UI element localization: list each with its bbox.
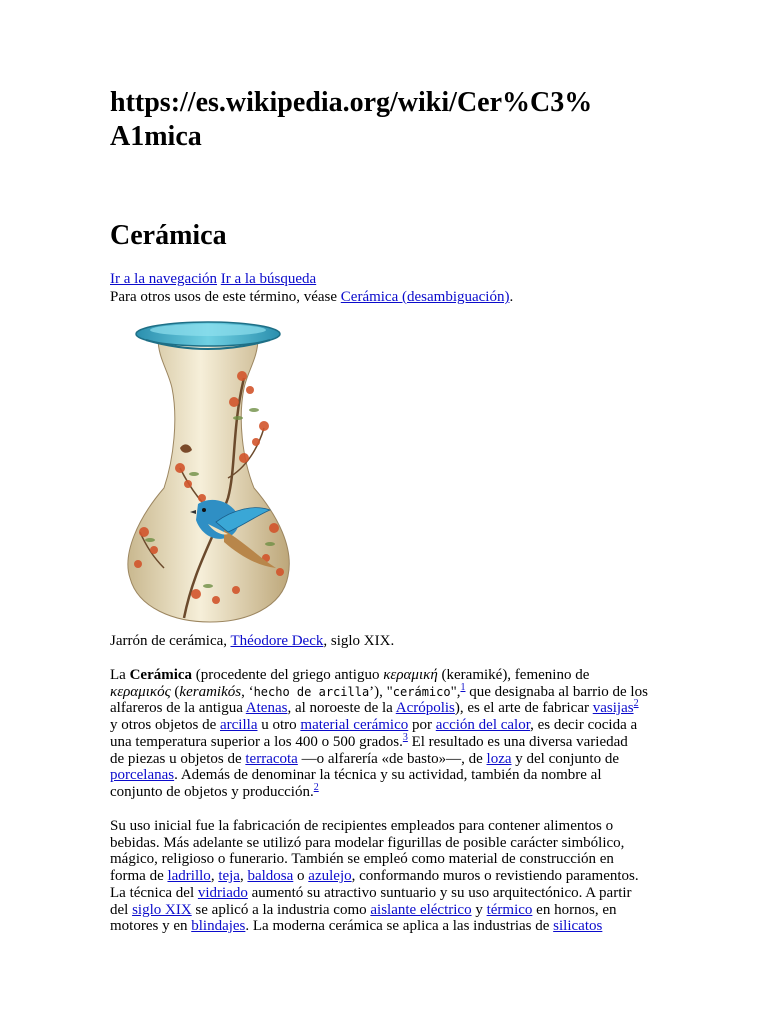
text: —o alfarería «de basto»—, de <box>297 750 487 767</box>
nav-link-search[interactable]: Ir a la búsqueda <box>220 271 317 287</box>
text: y del conjunto de <box>511 750 619 767</box>
gloss: hecho de arcilla <box>253 684 370 699</box>
text: en hornos, en <box>532 901 617 918</box>
text: alfareros de la antigua <box>110 700 246 717</box>
link-vidriado[interactable]: vidriado <box>197 884 248 901</box>
link-terracota[interactable]: terracota <box>245 750 298 767</box>
text: . La moderna cerámica se aplica a las industrias de <box>245 918 554 935</box>
text: del <box>110 901 133 918</box>
link-azulejo[interactable]: azulejo <box>308 868 352 885</box>
link-ladrillo[interactable]: ladrillo <box>167 868 211 885</box>
text: . Además de denominar la técnica y su actividad, también da nombre al <box>174 767 602 784</box>
text: de piezas u objetos de <box>110 750 246 767</box>
text: aumentó su atractivo suntuario y su uso arquitectónico. A partir <box>247 884 632 901</box>
text: (procedente del griego antiguo <box>192 667 384 683</box>
link-material-ceramico[interactable]: material cerámico <box>300 717 409 734</box>
paragraph-intro <box>110 667 670 801</box>
nav-link-navigation[interactable]: Ir a la navegación <box>110 271 218 287</box>
text: motores y en <box>110 918 192 935</box>
text: (keramiké), femenino de <box>437 667 590 683</box>
text: ), es el arte de fabricar <box>454 700 593 717</box>
link-arcilla[interactable]: arcilla <box>220 717 258 734</box>
link-teja[interactable]: teja <box>218 868 240 885</box>
hatnote <box>110 289 513 306</box>
link-termico[interactable]: térmico <box>486 901 533 918</box>
caption-text: Jarrón de cerámica, <box>110 633 231 649</box>
term-bold: Cerámica <box>129 667 193 683</box>
gloss: cerámico <box>392 684 451 699</box>
text: , <box>239 868 248 885</box>
text: ’), " <box>369 683 393 700</box>
link-blindajes[interactable]: blindajes <box>191 918 246 935</box>
text: u otro <box>257 717 301 734</box>
caption-suffix: , siglo XIX. <box>323 633 395 649</box>
text: , es decir cocida a <box>530 717 638 734</box>
text: conjunto de objetos y producción. <box>110 783 314 800</box>
footnote-ref[interactable]: 2 <box>633 698 639 710</box>
vase-image <box>124 318 294 624</box>
text: se aplicó a la industria como <box>191 901 371 918</box>
paragraph-uses <box>110 818 670 935</box>
link-siglo-xix[interactable]: siglo XIX <box>132 901 192 918</box>
disambiguation-link[interactable]: Cerámica (desambiguación) <box>340 289 510 305</box>
text: Su uso inicial fue la fabricación de recipientes empleados para contener alimentos o <box>110 818 614 834</box>
caption-link-theodore-deck[interactable]: Théodore Deck <box>230 633 324 649</box>
link-porcelanas[interactable]: porcelanas <box>110 767 175 784</box>
link-baldosa[interactable]: baldosa <box>247 868 294 885</box>
text: por <box>408 717 436 734</box>
link-vasijas[interactable]: vasijas <box>592 700 634 717</box>
text: bebidas. Más adelante se utilizó para modelar figurillas de posible carácter simbólico, <box>110 834 625 851</box>
text: , al noroeste de la <box>287 700 396 717</box>
transliteration: keramikós <box>179 683 242 700</box>
link-atenas[interactable]: Atenas <box>245 700 288 717</box>
greek-term: κεραμικός <box>110 683 171 700</box>
text: o <box>293 868 309 885</box>
url-title-line-1: https://es.wikipedia.org/wiki/Cer%C3% <box>110 87 593 118</box>
text: La <box>110 667 130 683</box>
text: que designaba al barrio de los <box>465 683 648 700</box>
hatnote-text: Para otros usos de este término, véase <box>110 289 341 305</box>
text: , ‘ <box>241 683 254 700</box>
link-loza[interactable]: loza <box>486 750 512 767</box>
url-title <box>110 86 670 154</box>
footnote-ref[interactable]: 2 <box>313 781 319 793</box>
text: mágico, religioso o funerario. También se empleó como material de construcción en <box>110 851 614 868</box>
text: El resultado es una diversa variedad <box>407 733 628 750</box>
footnote-ref[interactable]: 1 <box>460 681 466 693</box>
skip-links <box>110 271 316 288</box>
text: ( <box>170 683 180 700</box>
link-accion-del-calor[interactable]: acción del calor <box>435 717 531 734</box>
text: , <box>210 868 219 885</box>
text: La técnica del <box>110 884 198 901</box>
text: forma de <box>110 868 168 885</box>
hatnote-suffix: . <box>509 289 514 305</box>
text: una temperatura superior a los 400 o 500 grados. <box>110 733 403 750</box>
page-title: Cerámica <box>110 220 227 251</box>
link-silicatos[interactable]: silicatos <box>553 918 603 935</box>
greek-term: κεραμική <box>383 667 438 683</box>
url-title-line-2: A1mica <box>110 121 202 152</box>
text: y otros objetos de <box>110 717 220 734</box>
footnote-ref[interactable]: 3 <box>402 731 408 743</box>
image-caption <box>110 633 394 650</box>
text: , conformando muros o revistiendo paramentos. <box>351 868 639 885</box>
text: y <box>471 901 487 918</box>
link-acropolis[interactable]: Acrópolis <box>395 700 455 717</box>
text: ", <box>450 683 461 700</box>
link-aislante-electrico[interactable]: aislante eléctrico <box>370 901 472 918</box>
